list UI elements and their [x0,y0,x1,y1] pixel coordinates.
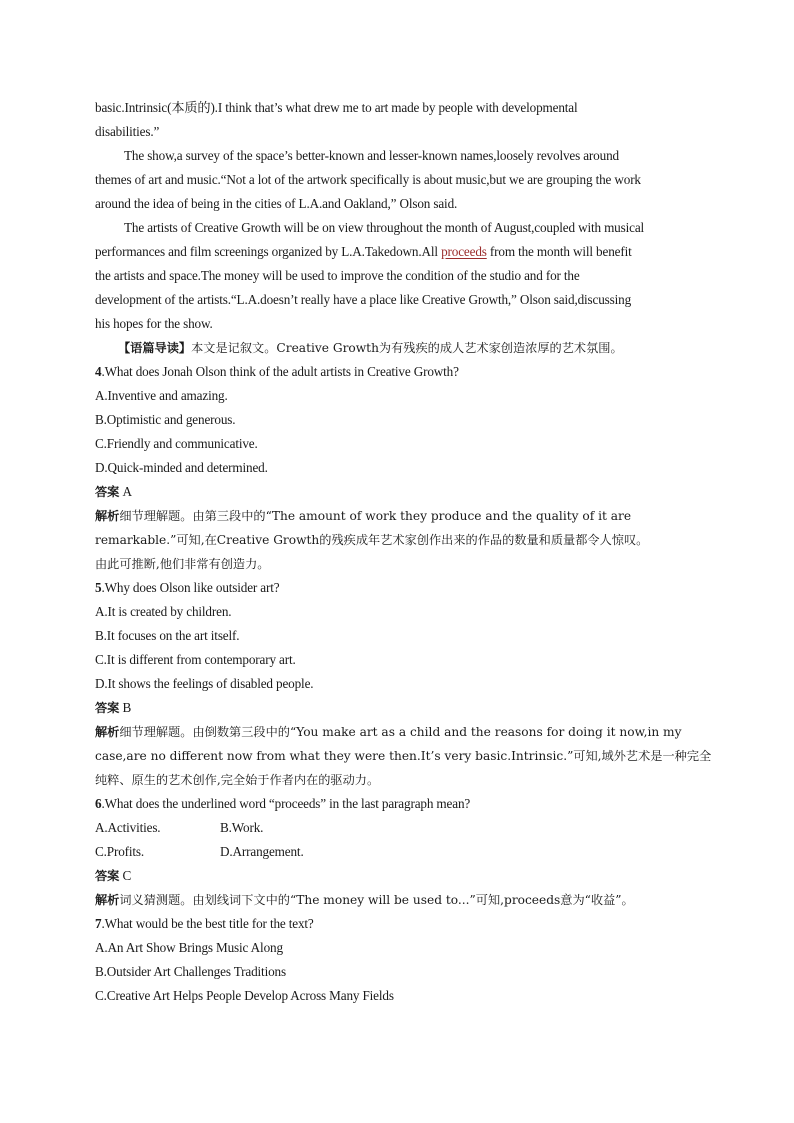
passage-line: themes of art and music.“Not a lot of the artwork specifically is about music,but we are grouping the work [95,172,641,187]
q6-option-c: C.Profits. [95,844,145,859]
passage-line: his hopes for the show. [95,316,213,331]
q6-explanation: 解析词义猜测题。由划线词下文中的“The money will be used to...”可知,proceeds意为“收益”。 [95,893,634,907]
passage-line: around the idea of being in the cities of L.A.and Oakland,” Olson said. [95,196,458,211]
q6-options-row-2 [95,843,707,861]
passage-line [95,243,707,261]
q5-explanation: 解析细节理解题。由倒数第三段中的“You make art as a child and the reasons for doing it now,in my [95,725,682,739]
q4-option-a: A.Inventive and amazing. [95,388,228,403]
q5-option-a: A.It is created by children. [95,604,232,619]
passage-text: from the month will benefit [486,244,632,259]
q7-option-c: C.Creative Art Helps People Develop Across Many Fields [95,988,394,1003]
q7-option-a: A.An Art Show Brings Music Along [95,940,283,955]
q5-explanation-line: 纯粹、原生的艺术创作,完全始于作者内在的驱动力。 [95,773,380,787]
question-7-stem: 7.What would be the best title for the text? [95,916,314,931]
q4-answer: 答案 A [95,484,132,499]
passage-line: basic.Intrinsic(本质的).I think that’s what drew me to art made by people with developmental [95,100,578,115]
q5-option-b: B.It focuses on the art itself. [95,628,240,643]
question-4-stem: 4.What does Jonah Olson think of the adult artists in Creative Growth? [95,364,459,379]
q4-explanation-line: remarkable.”可知,在Creative Growth的残疾成年艺术家创作出来的作品的数量和质量都令人惊叹。 [95,533,649,547]
guide-label: 【语篇导读】 [118,341,192,355]
q4-explanation-line: 由此可推断,他们非常有创造力。 [95,557,270,571]
reading-guide [118,339,701,357]
q5-option-c: C.It is different from contemporary art. [95,652,296,667]
passage-line: the artists and space.The money will be used to improve the condition of the studio and for the [95,268,580,283]
q4-option-d: D.Quick-minded and determined. [95,460,268,475]
question-5-stem: 5.Why does Olson like outsider art? [95,580,280,595]
underlined-word: proceeds [441,244,487,259]
q6-option-b: B.Work. [220,820,264,835]
q4-explanation: 解析细节理解题。由第三段中的“The amount of work they produce and the quality of it are [95,509,632,523]
q5-option-d: D.It shows the feelings of disabled people. [95,676,314,691]
q5-answer: 答案 B [95,700,132,715]
passage-text: performances and film screenings organized by L.A.Takedown.All [95,244,442,259]
question-6-stem: 6.What does the underlined word “proceeds” in the last paragraph mean? [95,796,471,811]
passage-line: development of the artists.“L.A.doesn’t really have a place like Creative Growth,” Olson said,discussing [95,292,632,307]
q4-option-b: B.Optimistic and generous. [95,412,236,427]
passage-line: The show,a survey of the space’s better-known and lesser-known names,loosely revolves around [124,148,619,163]
passage-line: disabilities.” [95,124,160,139]
guide-text: 本文是记叙文。Creative Growth为有残疾的成人艺术家创造浓厚的艺术氛围。 [191,341,623,355]
q5-explanation-line: case,are no different now from what they were then.It’s very basic.Intrinsic.”可知,域外艺术是一种完全 [95,749,712,763]
passage-line: The artists of Creative Growth will be on view throughout the month of August,coupled with musical [124,220,645,235]
q7-option-b: B.Outsider Art Challenges Traditions [95,964,286,979]
q6-option-a: A.Activities. [95,820,161,835]
q6-options-row-1 [95,819,707,837]
q4-option-c: C.Friendly and communicative. [95,436,258,451]
q6-option-d: D.Arrangement. [220,844,304,859]
q6-answer: 答案 C [95,868,132,883]
